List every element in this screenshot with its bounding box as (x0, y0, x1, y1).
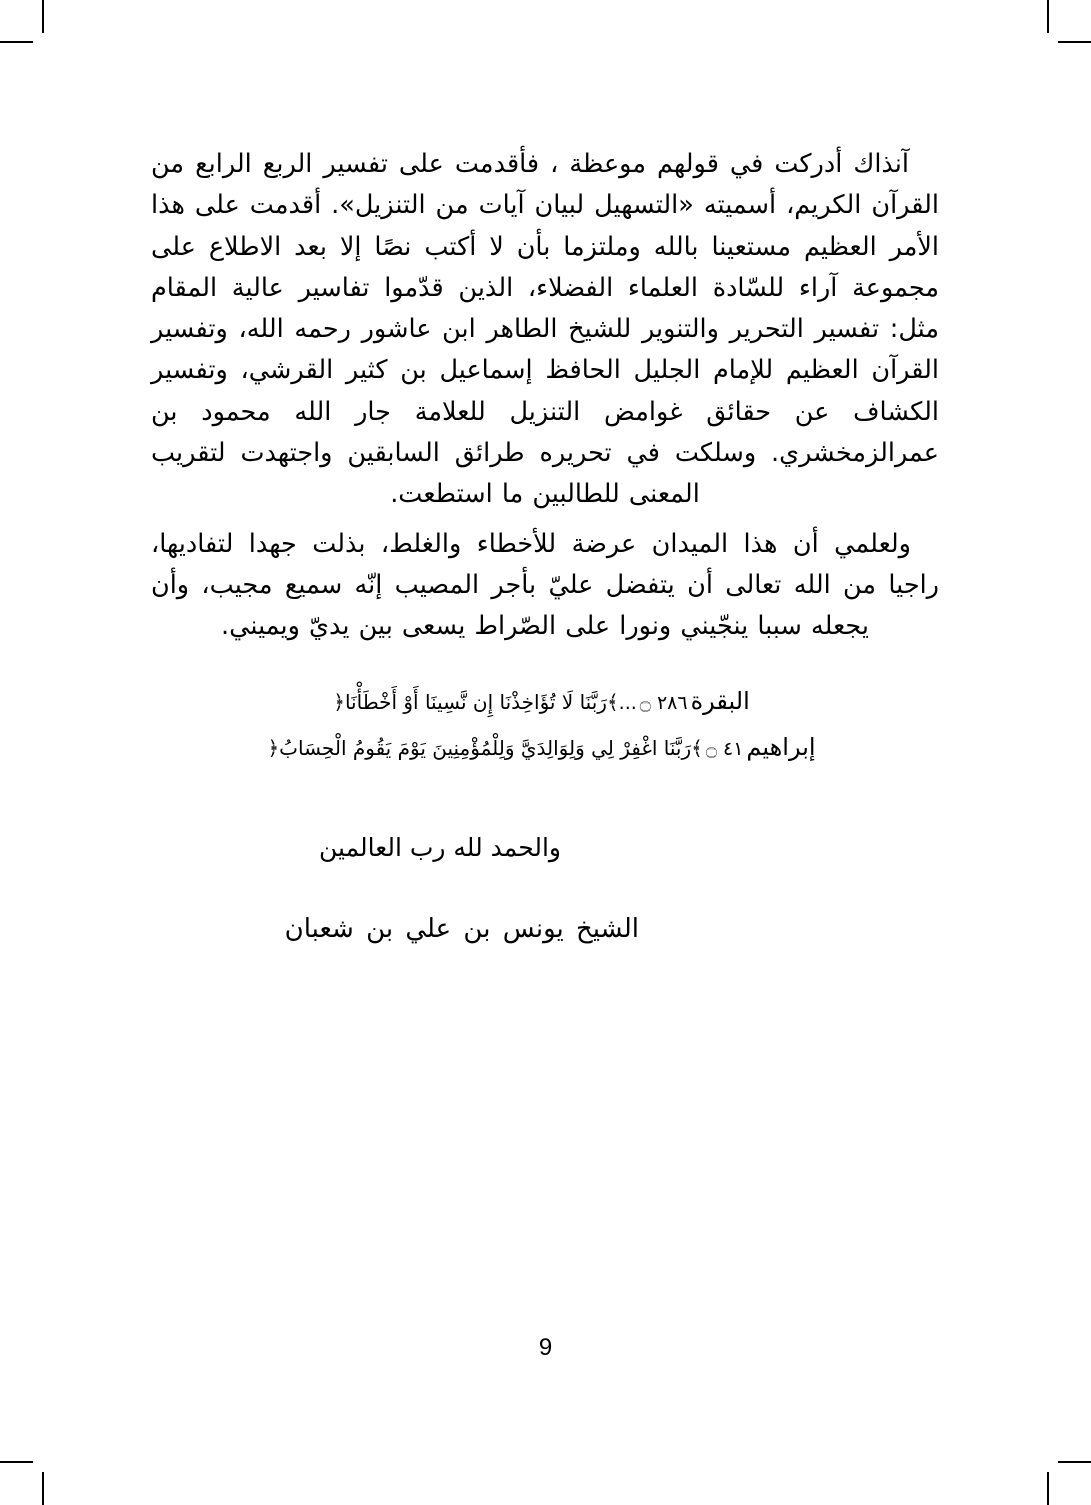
ayah-marker-ibrahim: ۝ (705, 738, 717, 761)
verse-surah-name-ibrahim: إبراهيم (746, 733, 816, 762)
crop-mark-bottom-left-horizontal (0, 1461, 33, 1463)
verse-text-baqarah: رَبَّنَا لَا تُؤَاخِذْنَا إِن نَّسِينَا أَوْ أَخْطَأْنَا (344, 689, 607, 714)
ayah-number-baqarah: ٢٨٦ (656, 691, 688, 714)
verse-ellipsis-baqarah: ... (618, 691, 637, 714)
crop-mark-top-left-horizontal (0, 41, 33, 43)
verse-close-bracket-baqarah: ﴾ (606, 689, 619, 714)
page-number: 9 (538, 1334, 553, 1361)
verse-open-bracket-ibrahim: ﴿ (267, 736, 280, 761)
crop-mark-bottom-right-horizontal (1058, 1461, 1091, 1463)
paragraph-apology: ولعلمي أن هذا الميدان عرضة للأخطاء والغلط، بذلت جهدا لتفاديها، راجيا من الله تعالى أن يتفضل عليّ بأجر المصيب إنّه سميع مجيب، وأن يجعله سببا ينجّيني ونورا على الصّراط يسعى بين يديّ ويميني. (151, 528, 939, 642)
crop-mark-bottom-left-vertical (42, 1472, 44, 1505)
crop-mark-top-right-horizontal (1058, 41, 1091, 43)
verse-line-ibrahim (151, 724, 939, 771)
paragraph-intro: آنذاك أدركت في قولهم موعظة ، فأقدمت على تفسير الربع الرابع من القرآن الكريم، أسميته «التسهيل لبيان آيات من التنزيل». أقدمت على هذا الأمر العظيم مستعينا بالله وملتزما بأن لا أكتب نصًا إلا بعد الاطلاع على مجموعة آراء للسّادة العلماء الفضلاء، الذين قدّموا تفاسير عالية المقام مثل: تفسير التحرير والتنوير للشيخ الطاهر ابن عاشور رحمه الله، وتفسير القرآن العظيم للإمام الجليل الحافظ إسماعيل بن كثير القرشي، وتفسير الكشاف عن حقائق غوامض التنزيل للعلامة جار الله محمود بن عمرالزمخشري. وسلكت في تحريره طرائق السابقين واجتهدت لتقريب المعنى للطالبين ما استطعت. (151, 149, 939, 510)
page-text-block (151, 144, 939, 944)
crop-mark-bottom-right-vertical (1047, 1472, 1049, 1505)
quran-verses-block (151, 678, 939, 772)
verse-open-bracket-baqarah: ﴿ (333, 689, 345, 714)
crop-mark-top-right-vertical (1047, 0, 1049, 33)
author-signature: الشيخ يونس بن علي بن شعبان (284, 914, 639, 945)
ayah-number-ibrahim: ٤١ (722, 738, 744, 761)
crop-mark-top-left-vertical (42, 0, 44, 33)
closing-praise: والحمد لله رب العالمين (319, 833, 561, 863)
verse-text-ibrahim: رَبَّنَا اغْفِرْ لِي وَلِوَالِدَيَّ وَلِلْمُؤْمِنِينَ يَوْمَ يَقُومُ الْحِسَابُ (279, 736, 692, 761)
verse-surah-name-baqarah: البقرة (690, 686, 750, 715)
verse-line-baqarah (151, 678, 939, 725)
verse-close-bracket-ibrahim: ﴾ (691, 736, 703, 761)
ayah-marker-baqarah: ۝ (639, 691, 651, 714)
